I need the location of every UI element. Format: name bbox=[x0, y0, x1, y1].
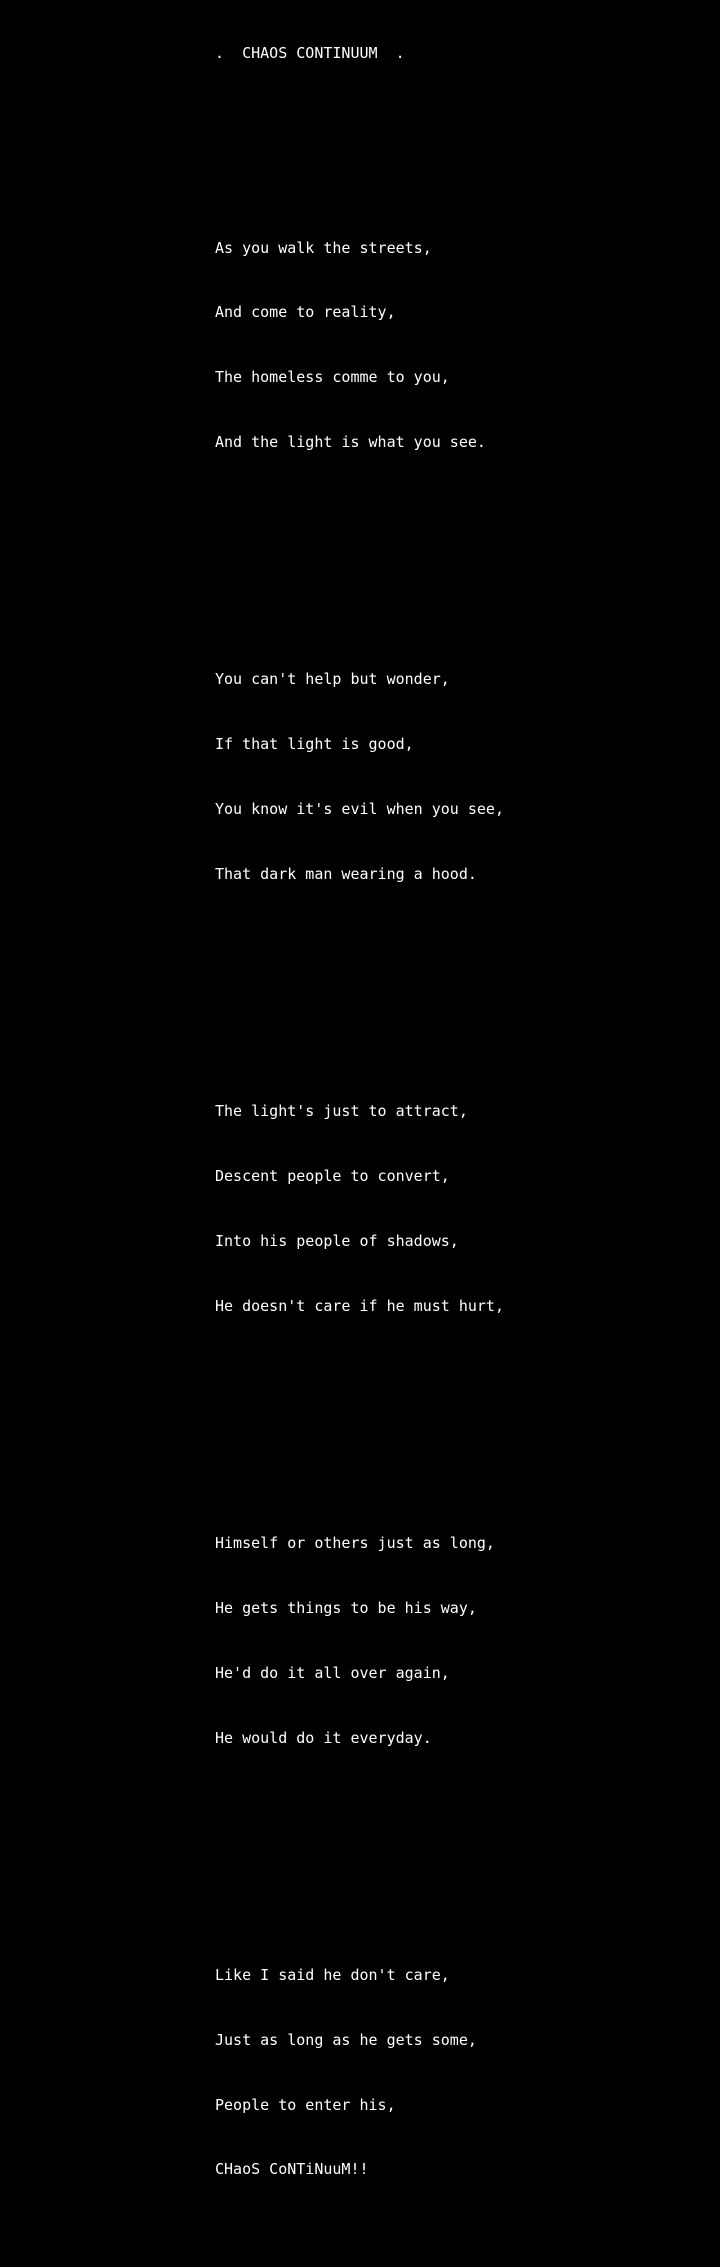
poem-line: You can't help but wonder, bbox=[215, 670, 450, 689]
poem-line: That dark man wearing a hood. bbox=[215, 864, 477, 883]
blank-line bbox=[215, 1404, 720, 1426]
poem-line: Like I said he don't care, bbox=[215, 1966, 450, 1985]
poem-line: He gets things to be his way, bbox=[215, 1598, 477, 1617]
blank-line bbox=[215, 108, 720, 130]
poem-line: You know it's evil when you see, bbox=[215, 799, 504, 818]
poem-line: Into his people of shadows, bbox=[215, 1231, 459, 1250]
poem-line: People to enter his, bbox=[215, 2095, 396, 2114]
poem-line: And come to reality, bbox=[215, 303, 396, 322]
blank-line bbox=[215, 540, 720, 562]
poem-line: Himself or others just as long, bbox=[215, 1534, 495, 1553]
poem-line: Just as long as he gets some, bbox=[215, 2030, 477, 2049]
poem-line: Descent people to convert, bbox=[215, 1167, 450, 1186]
poem-line: As you walk the streets, bbox=[215, 238, 432, 257]
blank-line bbox=[215, 1835, 720, 1857]
blank-line bbox=[215, 972, 720, 994]
stanza-3 bbox=[215, 1058, 720, 1360]
stanza-1 bbox=[215, 194, 720, 496]
stanza-5 bbox=[215, 1922, 720, 2224]
poem-line: He doesn't care if he must hurt, bbox=[215, 1296, 504, 1315]
stanza-4 bbox=[215, 1490, 720, 1792]
poem-line: He'd do it all over again, bbox=[215, 1663, 450, 1682]
poem-line: CHaoS CoNTiNuuM!! bbox=[215, 2160, 369, 2179]
poem-line: The light's just to attract, bbox=[215, 1102, 468, 1121]
poem-text bbox=[215, 0, 720, 2267]
poem-line: And the light is what you see. bbox=[215, 432, 486, 451]
poem-line: The homeless comme to you, bbox=[215, 368, 450, 387]
stanza-2 bbox=[215, 626, 720, 928]
poem-line: He would do it everyday. bbox=[215, 1728, 432, 1747]
poem-line: If that light is good, bbox=[215, 735, 414, 754]
poem-title: . CHAOS CONTINUUM . bbox=[215, 44, 405, 63]
